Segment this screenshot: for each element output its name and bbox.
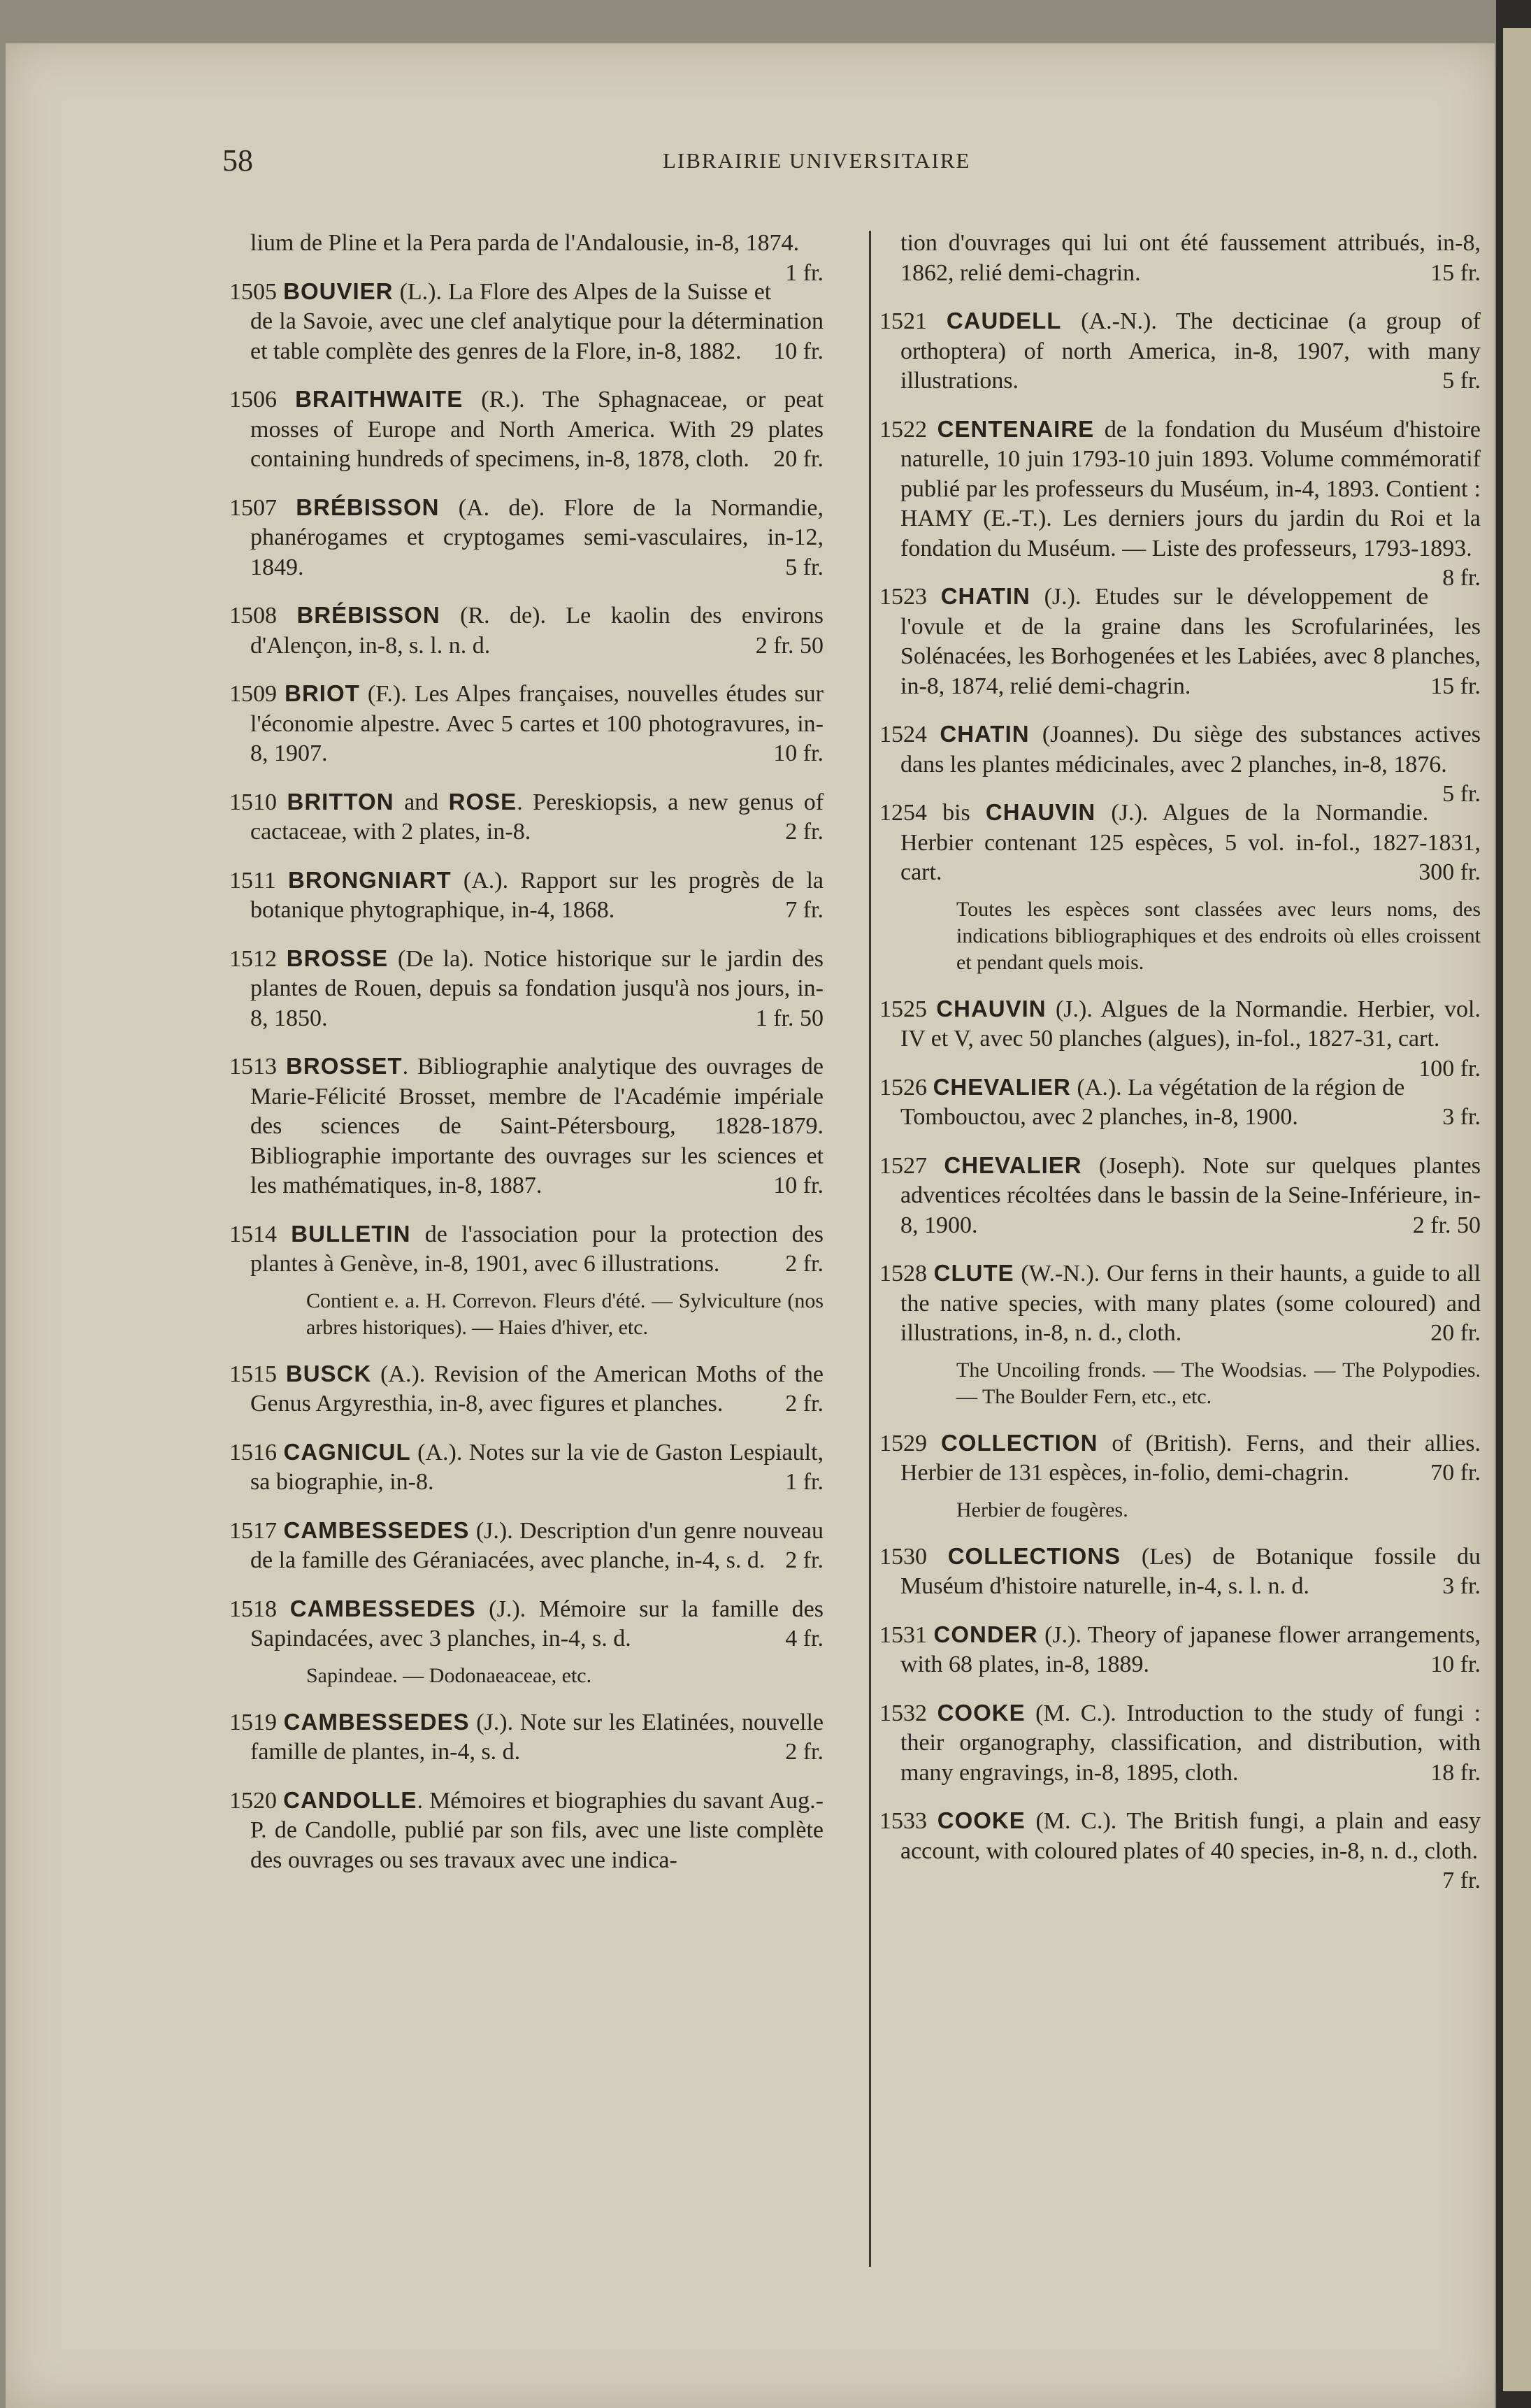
author-name: CLUTE	[933, 1260, 1014, 1286]
catalog-entry	[879, 719, 1481, 807]
entry-number: 1254 bis	[879, 800, 970, 826]
entry-price: 10 fr.	[773, 740, 824, 766]
entry-description: (A.). La végétation de la région de Tombouctou, avec 2 planches, in-8, 1900.	[900, 1074, 1405, 1130]
entry-description: (W.-N.). Our ferns in their haunts, a guide to all the native species, with many plates (some coloured) and illustrations, in-8, n. d., cloth.	[900, 1261, 1481, 1346]
entry-price: 300 fr.	[1418, 859, 1481, 885]
entry-number: 1530	[879, 1543, 927, 1570]
entry-description: . Pereskiopsis, a new genus of cactaceae, with 2 plates, in-8.	[250, 789, 824, 845]
catalog-entry	[879, 1806, 1481, 1893]
entry-price: 15 fr.	[1430, 673, 1481, 699]
catalog-entry	[879, 1151, 1481, 1241]
entry-description: de la fondation du Muséum d'histoire naturelle, 10 juin 1793-10 juin 1893. Volume commémoratif publié par les professeurs du Muséum, in-4, 1893. Contient : HAMY (E.-T.). Les derniers jours du jardin du Roi et la fondation du Muséum. — Liste des professeurs, 1793-1893.	[900, 416, 1481, 561]
entry-description: . Bibliographie analytique des ouvrages de Marie-Félicité Brosset, membre de l'Académie impériale des sciences de Saint-Pétersbourg, 1828-1879. Bibliographie importante des ouvrages sur les sciences et les mathématiques, in-8, 1887.	[250, 1054, 824, 1198]
author-name: CANDOLLE	[283, 1786, 417, 1813]
entry-number: 1514	[229, 1221, 277, 1247]
entry-number: 1524	[879, 722, 927, 747]
entry-description: (Les) de Botanique fossile du Muséum d'histoire naturelle, in-4, s. l. n. d.	[900, 1543, 1481, 1599]
entry-number: 1516	[229, 1439, 277, 1465]
entry-number: 1517	[229, 1517, 277, 1544]
catalog-entry	[229, 601, 824, 661]
author-name: BRAITHWAITE	[295, 386, 463, 412]
catalog-entry	[229, 1052, 824, 1201]
catalog-entry	[229, 277, 824, 367]
catalog-entry	[879, 1542, 1481, 1602]
entry-number: 1515	[229, 1361, 277, 1387]
entry-price: 2 fr.	[785, 1251, 824, 1277]
entry-description: (A.). Rapport sur les progrès de la botanique phytographique, in-4, 1868.	[250, 867, 824, 923]
entry-description: (J.). Theory of japanese flower arrangements, with 68 plates, in-8, 1889.	[900, 1621, 1481, 1677]
right-column	[879, 229, 1481, 1896]
author-name: BRIOT	[285, 680, 360, 706]
entry-price: 2 fr.	[785, 1739, 824, 1765]
author-name: BULLETIN	[291, 1220, 411, 1247]
entry-number: 1523	[879, 584, 927, 610]
catalog-entry	[229, 1219, 824, 1280]
catalog-entry	[879, 1620, 1481, 1680]
entry-price: 5 fr.	[1442, 368, 1481, 394]
author-name: CHATIN	[940, 583, 1030, 609]
entry-note: Sapindeae. — Dodonaeaceae, etc.	[306, 1663, 592, 1687]
catalog-entry	[229, 679, 824, 769]
author-name: BRITTON	[287, 788, 394, 815]
catalog-entry	[879, 306, 1481, 396]
entry-note: The Uncoiling fronds. — The Woodsias. — The Polypodies. — The Boulder Fern, etc., etc.	[956, 1358, 1481, 1408]
column-divider	[869, 231, 871, 2267]
entry-number: 1528	[879, 1261, 927, 1287]
author-name: CHEVALIER	[944, 1152, 1082, 1178]
entry-description: (J.). Etudes sur le développement de l'ovule et de la graine dans les Scrofularinées, les Solénacées, les Borhogenées et les Labiées, avec 8 planches, in-8, 1874, relié demi-chagrin.	[900, 584, 1481, 699]
entry-number: 1525	[879, 996, 927, 1022]
entry-number: 1508	[229, 603, 277, 629]
entry-price: 20 fr.	[773, 446, 824, 472]
author-name: BRÉBISSON	[296, 602, 440, 628]
entry-number: 1532	[879, 1700, 927, 1726]
entry-description: de l'association pour la protection des plantes à Genève, in-8, 1901, avec 6 illustrations.	[250, 1221, 824, 1277]
author-name: ROSE	[448, 788, 517, 815]
entry-number: 1509	[229, 681, 277, 707]
entry-description: (J.). Mémoire sur la famille des Sapindacées, avec 3 planches, in-4, s. d.	[250, 1596, 824, 1651]
entry-number: 1527	[879, 1152, 927, 1179]
entry-description: (A. de). Flore de la Normandie, phanérogames et cryptogames semi-vasculaires, in-12, 1849.	[250, 494, 824, 580]
entry-description: (J.). Algues de la Normandie. Herbier, vol. IV et V, avec 50 planches (algues), in-fol., 1827-31, cart.	[900, 996, 1481, 1052]
entry-price: 2 fr.	[785, 1547, 824, 1573]
catalog-entry	[879, 1259, 1481, 1349]
catalog-entry	[879, 582, 1481, 701]
entry-price: 1 fr. 50	[755, 1005, 824, 1031]
catalog-entry	[879, 1698, 1481, 1789]
entry-price: 3 fr.	[1442, 1573, 1481, 1599]
entry-description: (J.). Description d'un genre nouveau de la famille des Géraniacées, avec planche, in-4, s. d.	[250, 1517, 824, 1573]
entry-description: lium de Pline et la Pera parda de l'Andalousie, in-8, 1874.	[250, 230, 800, 256]
entry-number: 1522	[879, 416, 927, 443]
catalog-entry	[229, 1438, 824, 1498]
author-name: CAUDELL	[946, 308, 1062, 334]
entry-number: 1505	[229, 278, 277, 305]
entry-number: 1518	[229, 1596, 277, 1622]
author-name: BROSSE	[286, 945, 389, 971]
catalog-entry	[229, 944, 824, 1034]
entry-note: Contient e. a. H. Correvon. Fleurs d'été. — Sylviculture (nos arbres historiques). — Haies d'hiver, etc.	[306, 1289, 824, 1339]
entry-price: 70 fr.	[1430, 1460, 1481, 1486]
author-name: CAGNICUL	[283, 1438, 411, 1465]
scan-edge-strip	[1503, 28, 1531, 2391]
name-join: and	[404, 789, 439, 815]
entry-description: tion d'ouvrages qui lui ont été faussement attribués, in-8, 1862, relié demi-chagrin.	[900, 230, 1481, 286]
entry-price: 20 fr.	[1430, 1320, 1481, 1346]
entry-description: of (British). Ferns, and their allies. Herbier de 131 espèces, in-folio, demi-chagrin.	[900, 1430, 1481, 1486]
catalog-entry	[229, 1786, 824, 1876]
catalog-entry	[250, 229, 824, 286]
entry-number: 1510	[229, 789, 277, 815]
entry-description: (Joannes). Du siège des substances actives dans les plantes médicinales, avec 2 planches, in-8, 1876.	[900, 722, 1481, 777]
author-name: CHAUVIN	[936, 995, 1047, 1022]
entry-price: 10 fr.	[1430, 1651, 1481, 1677]
author-name: COOKE	[937, 1807, 1026, 1833]
author-name: BOUVIER	[283, 278, 394, 304]
entry-number: 1512	[229, 945, 277, 972]
entry-price: 2 fr. 50	[755, 632, 824, 659]
entry-price: 4 fr.	[785, 1626, 824, 1651]
author-name: CHAUVIN	[985, 799, 1096, 825]
entry-number: 1531	[879, 1621, 927, 1648]
entry-description: (R. de). Le kaolin des environs d'Alençon, in-8, s. l. n. d.	[250, 603, 824, 659]
entry-description: (M. C.). The British fungi, a plain and easy account, with coloured plates of 40 species, in-8, n. d., cloth.	[900, 1808, 1481, 1864]
entry-price: 2 fr.	[785, 1391, 824, 1417]
author-name: CHEVALIER	[933, 1073, 1071, 1100]
entry-number: 1519	[229, 1709, 277, 1735]
entry-price: 18 fr.	[1430, 1759, 1481, 1786]
catalog-entry	[229, 1594, 824, 1654]
entry-price: 2 fr. 50	[1412, 1212, 1481, 1238]
entry-description: (A.-N.). The decticinae (a group of orthoptera) of north America, in-8, 1907, with many illustrations.	[900, 308, 1481, 394]
entry-number: 1520	[229, 1787, 277, 1814]
author-name: BRONGNIART	[288, 866, 452, 893]
entry-description: (De la). Notice historique sur le jardin des plantes de Rouen, depuis sa fondation jusqu'à nos jours, in-8, 1850.	[250, 945, 824, 1031]
entry-price: 7 fr.	[785, 897, 824, 923]
author-name: CENTENAIRE	[937, 415, 1095, 442]
catalog-entry	[900, 229, 1481, 288]
catalog-entry	[229, 1359, 824, 1419]
entry-number: 1529	[879, 1430, 927, 1456]
entry-price: 8 fr.	[1442, 565, 1481, 591]
entry-price: 10 fr.	[773, 338, 824, 364]
entry-description: (R.). The Sphagnaceae, or peat mosses of Europe and North America. With 29 plates containing hundreds of specimens, in-8, 1878, cloth.	[250, 387, 824, 472]
running-head: LIBRAIRIE UNIVERSITAIRE	[663, 148, 971, 173]
entry-price: 1 fr.	[785, 259, 824, 286]
entry-description: (M. C.). Introduction to the study of fungi : their organography, classification, and distribution, with many engravings, in-8, 1895, cloth.	[900, 1700, 1481, 1786]
entry-number: 1507	[229, 494, 277, 521]
catalog-entry	[879, 994, 1481, 1082]
page-number: 58	[222, 143, 253, 178]
entry-price: 7 fr.	[1442, 1868, 1481, 1893]
author-name: CHATIN	[940, 721, 1030, 747]
catalog-entry	[879, 1428, 1481, 1489]
catalog-entry	[229, 866, 824, 926]
catalog-page	[6, 43, 1495, 2408]
entry-price: 3 fr.	[1442, 1104, 1481, 1130]
entry-note: Toutes les espèces sont classées avec leurs noms, des indications bibliographiques et des endroits où elles croissent et pendant quels mois.	[956, 897, 1481, 974]
entry-number: 1511	[229, 867, 276, 894]
catalog-entry	[879, 1073, 1481, 1133]
entry-price: 10 fr.	[773, 1173, 824, 1198]
catalog-entry	[229, 493, 824, 583]
entry-number: 1521	[879, 308, 927, 334]
entry-description: (L.). La Flore des Alpes de la Suisse et de la Savoie, avec une clef analytique pour la détermination et table complète des genres de la Flore, in-8, 1882.	[250, 278, 824, 364]
author-name: BROSSET	[286, 1053, 403, 1079]
catalog-entry	[229, 1707, 824, 1768]
author-name: BUSCK	[285, 1360, 372, 1386]
entry-description: (Joseph). Note sur quelques plantes adventices récoltées dans le bassin de la Seine-Inférieure, in-8, 1900.	[900, 1152, 1481, 1238]
entry-description: (A.). Notes sur la vie de Gaston Lespiault, sa biographie, in-8.	[250, 1439, 824, 1495]
author-name: CAMBESSEDES	[283, 1517, 470, 1543]
catalog-entry	[879, 415, 1481, 591]
entry-number: 1506	[229, 387, 277, 413]
entry-price: 1 fr.	[785, 1469, 824, 1495]
entry-description: (J.). Algues de la Normandie. Herbier contenant 125 espèces, 5 vol. in-fol., 1827-1831, cart.	[900, 800, 1481, 885]
author-name: CAMBESSEDES	[283, 1708, 470, 1735]
author-name: COLLECTIONS	[947, 1542, 1121, 1569]
entry-description: (J.). Note sur les Elatinées, nouvelle famille de plantes, in-4, s. d.	[250, 1709, 824, 1765]
author-name: CAMBESSEDES	[289, 1595, 476, 1621]
entry-price: 15 fr.	[1430, 259, 1481, 286]
entry-number: 1533	[879, 1808, 927, 1834]
entry-description: . Mémoires et biographies du savant Aug.-P. de Candolle, publié par son fils, avec une liste complète des ouvrages ou ses travaux avec une indica-	[250, 1787, 824, 1873]
entry-number: 1526	[879, 1074, 927, 1101]
entry-note: Herbier de fougères.	[956, 1498, 1128, 1521]
catalog-entry	[229, 1516, 824, 1576]
author-name: CONDER	[933, 1621, 1038, 1647]
catalog-entry	[229, 385, 824, 475]
entry-price: 5 fr.	[1442, 781, 1481, 807]
entry-number: 1513	[229, 1054, 277, 1080]
author-name: COLLECTION	[940, 1429, 1098, 1456]
entry-price: 5 fr.	[785, 554, 824, 580]
entry-price: 100 fr.	[1418, 1055, 1481, 1082]
catalog-entry	[879, 798, 1481, 888]
left-column	[229, 229, 824, 1893]
author-name: COOKE	[937, 1699, 1026, 1726]
entry-description: (A.). Revision of the American Moths of the Genus Argyresthia, in-8, avec figures et planches.	[250, 1361, 824, 1417]
catalog-entry	[229, 787, 824, 847]
author-name: BRÉBISSON	[296, 494, 440, 520]
entry-description: (F.). Les Alpes françaises, nouvelles études sur l'économie alpestre. Avec 5 cartes et 100 photogravures, in-8, 1907.	[250, 681, 824, 766]
page-header	[6, 140, 1495, 182]
entry-price: 2 fr.	[785, 819, 824, 845]
